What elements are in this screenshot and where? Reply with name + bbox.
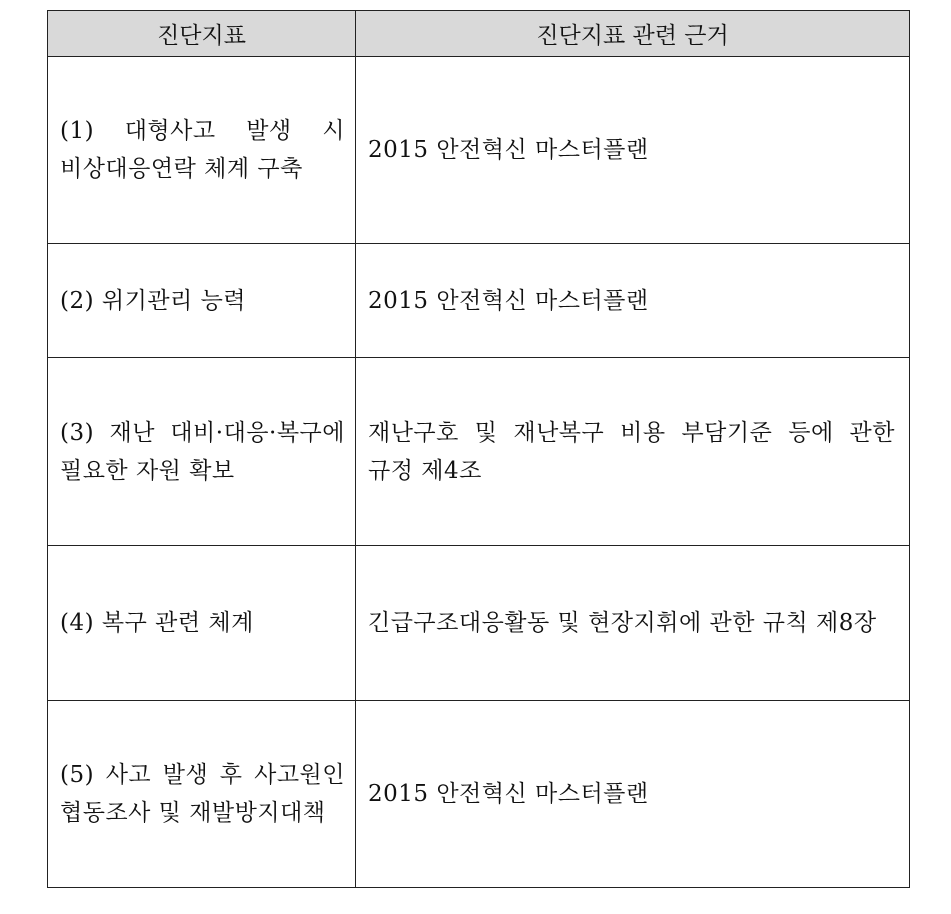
table-header-row — [48, 11, 910, 57]
indicator-cell: (3) 재난 대비·대응·복구에 필요한 자원 확보 — [48, 358, 356, 546]
table-row — [48, 546, 910, 701]
basis-cell: 긴급구조대응활동 및 현장지휘에 관한 규칙 제8장 — [356, 546, 910, 701]
indicator-cell: (5) 사고 발생 후 사고원인 협동조사 및 재발방지대책 — [48, 701, 356, 888]
basis-cell: 재난구호 및 재난복구 비용 부담기준 등에 관한 규정 제4조 — [356, 358, 910, 546]
basis-cell: 2015 안전혁신 마스터플랜 — [356, 701, 910, 888]
indicator-cell: (2) 위기관리 능력 — [48, 244, 356, 358]
basis-cell: 2015 안전혁신 마스터플랜 — [356, 57, 910, 244]
table-row — [48, 244, 910, 358]
header-indicator: 진단지표 — [48, 11, 356, 57]
table-row — [48, 57, 910, 244]
table-row — [48, 358, 910, 546]
basis-cell: 2015 안전혁신 마스터플랜 — [356, 244, 910, 358]
header-basis: 진단지표 관련 근거 — [356, 11, 910, 57]
indicator-table — [47, 10, 910, 888]
indicator-cell: (1) 대형사고 발생 시 비상대응연락 체계 구축 — [48, 57, 356, 244]
indicator-cell: (4) 복구 관련 체계 — [48, 546, 356, 701]
table-row — [48, 701, 910, 888]
